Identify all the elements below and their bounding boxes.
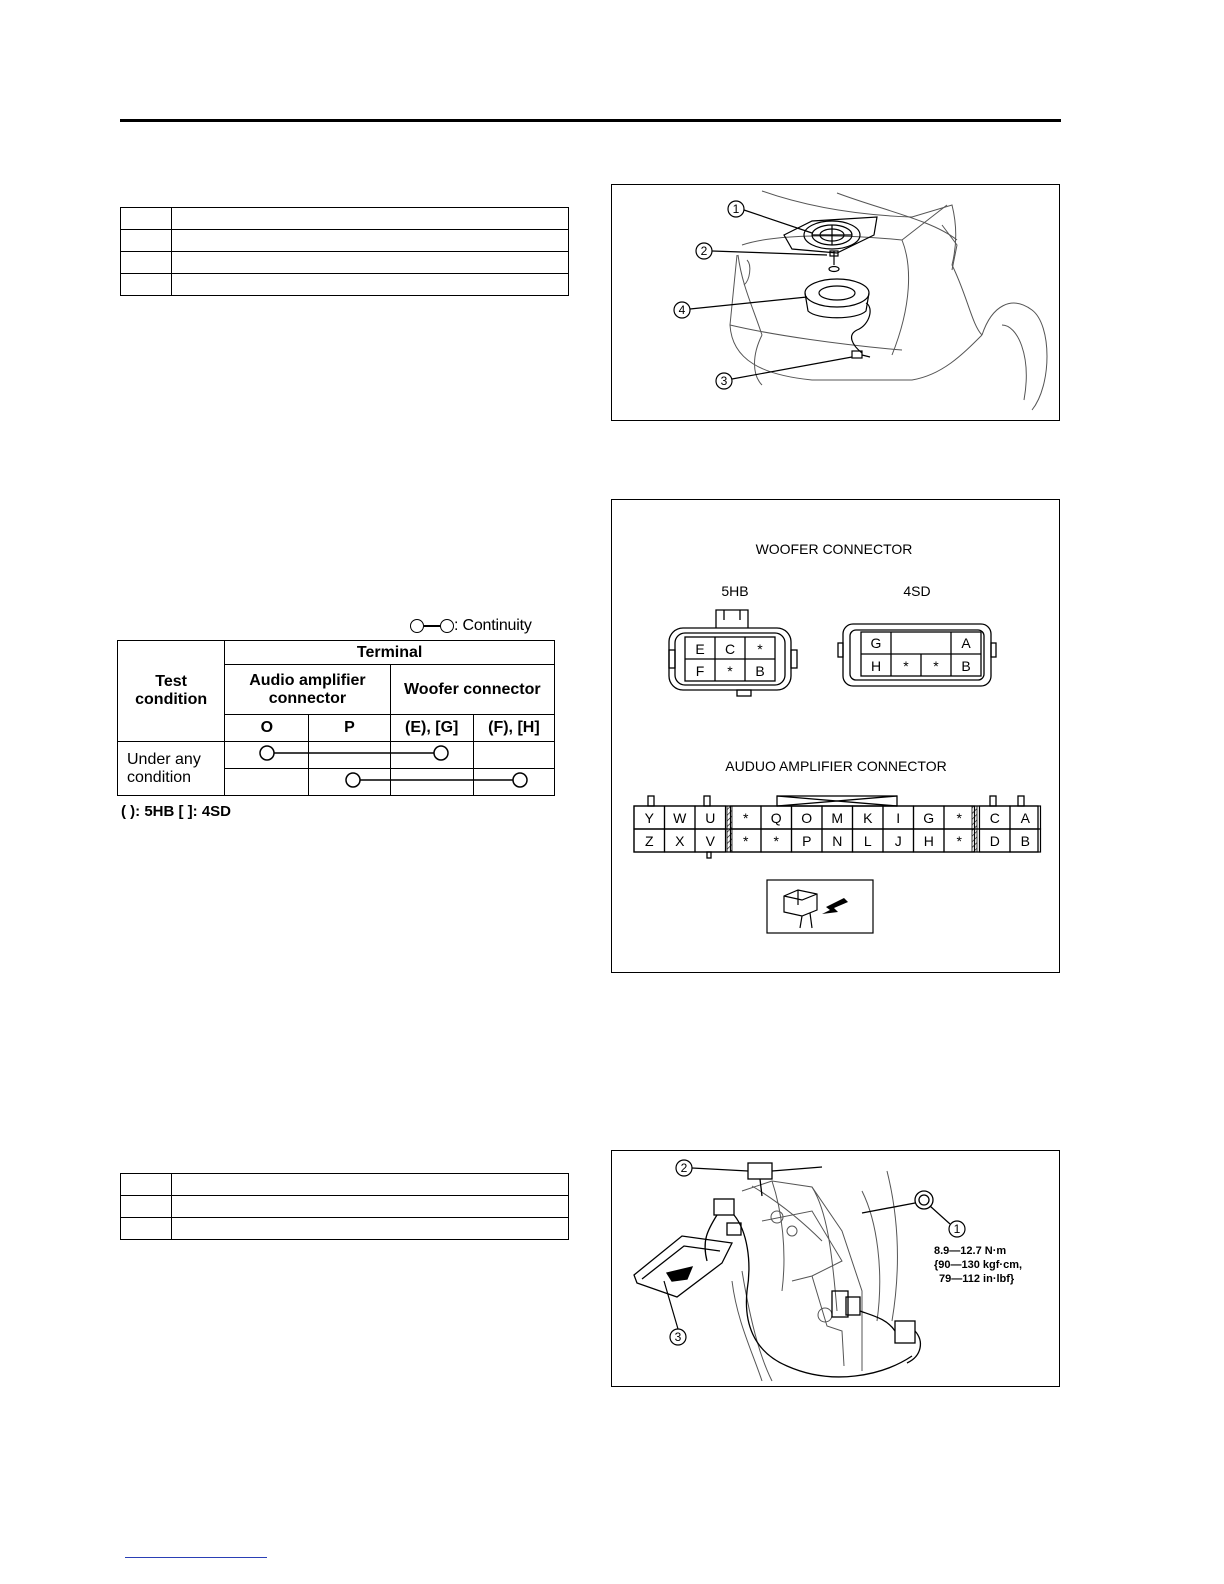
torque-line-1: 8.9—12.7 N·m (934, 1245, 1007, 1257)
table-row (121, 252, 569, 274)
col-eg: (E), [G] (390, 715, 473, 742)
continuity-line-icon (424, 625, 440, 627)
parts-table-top (120, 207, 569, 296)
callout-2: 2 (700, 244, 708, 258)
amp-pin-label: U (705, 810, 716, 826)
amp-pin-label: * (773, 833, 779, 849)
amp-pin-label: * (956, 833, 962, 849)
amp-pin-label: H (923, 833, 934, 849)
amp-pin-label: W (673, 810, 687, 826)
amp-pin-label: Q (770, 810, 782, 826)
connector-diagram (612, 500, 1058, 971)
pin-4sd-star: * (933, 658, 939, 674)
header-rule (120, 119, 1061, 122)
pin-5hb-e: E (695, 641, 705, 657)
continuity-marks (117, 740, 557, 796)
amplifier-illustration (612, 1151, 1058, 1385)
callout-4: 4 (678, 303, 686, 317)
col-fh: (F), [H] (473, 715, 554, 742)
amp-pin-label: D (989, 833, 1000, 849)
view-direction-icon (767, 880, 873, 933)
continuity-point-p (346, 773, 360, 787)
amp-pin-label: O (801, 810, 813, 826)
continuity-point-fh (513, 773, 527, 787)
callout-3: 3 (674, 1330, 682, 1344)
table-row (121, 208, 569, 230)
amp-pin-label: V (705, 833, 715, 849)
amp-connector-title: AUDUO AMPLIFIER CONNECTOR (725, 758, 947, 774)
col-o: O (225, 715, 309, 742)
connector-figure (611, 499, 1060, 973)
amp-pin-label: K (863, 810, 873, 826)
table-row (121, 1218, 569, 1240)
parts-table-bottom (120, 1173, 569, 1240)
amp-pin-label: L (863, 833, 872, 849)
amp-pin-label: * (743, 833, 749, 849)
table-note: ( ): 5HB [ ]: 4SD (121, 803, 231, 820)
label-5hb: 5HB (721, 583, 749, 599)
connector-4sd (838, 624, 996, 686)
table-row (121, 230, 569, 252)
continuity-legend-text: : Continuity (454, 617, 532, 634)
pin-4sd-a: A (961, 635, 971, 651)
amp-pin-label: M (831, 810, 844, 826)
woofer-location-figure (611, 184, 1060, 421)
torque-line-2: {90—130 kgf·cm, (934, 1259, 1023, 1271)
continuity-point-o (260, 746, 274, 760)
amp-pin-label: Y (644, 810, 654, 826)
amp-pin-label: N (832, 833, 843, 849)
header-test-condition: Test condition (118, 641, 225, 742)
amp-pin-label: B (1020, 833, 1030, 849)
amp-pin-label: * (743, 810, 749, 826)
woofer-illustration (612, 185, 1058, 419)
pin-5hb-b: B (755, 663, 765, 679)
header-terminal: Terminal (225, 641, 555, 665)
amplifier-location-figure (611, 1150, 1060, 1387)
callout-1: 1 (953, 1222, 961, 1236)
pin-5hb-star: * (727, 663, 733, 679)
table-row (121, 274, 569, 296)
pin-4sd-g: G (870, 635, 882, 651)
header-audio-amp: Audio amplifier connector (225, 665, 390, 715)
continuity-circle-icon (410, 619, 424, 633)
footer-link-underline[interactable] (125, 1557, 267, 1558)
amp-pin-label: * (956, 810, 962, 826)
amp-pin-label: A (1020, 810, 1030, 826)
callout-3: 3 (720, 374, 728, 388)
callout-1: 1 (732, 202, 740, 216)
callout-2: 2 (680, 1161, 688, 1175)
amp-pin-label: X (675, 833, 685, 849)
arrow-icon (822, 898, 848, 914)
continuity-circle-icon (440, 619, 454, 633)
amp-pin-label: P (802, 833, 812, 849)
pin-5hb-f: F (695, 663, 705, 679)
header-woofer: Woofer connector (390, 665, 554, 715)
amp-pin-label: I (896, 810, 901, 826)
pin-4sd-star: * (903, 658, 909, 674)
pin-4sd-b: B (961, 658, 971, 674)
continuity-point-eg (434, 746, 448, 760)
pin-4sd-h: H (870, 658, 882, 674)
torque-line-3: 79—112 in·lbf} (939, 1273, 1015, 1285)
row-label: Under any condition (118, 742, 225, 796)
amp-pin-label: J (894, 833, 902, 849)
table-row (121, 1196, 569, 1218)
pin-5hb-star: * (757, 641, 763, 657)
continuity-legend (410, 617, 532, 635)
table-row (121, 1174, 569, 1196)
amp-pin-label: C (989, 810, 1000, 826)
col-p: P (309, 715, 390, 742)
amp-pin-label: Z (644, 833, 654, 849)
amp-pin-label: G (923, 810, 935, 826)
label-4sd: 4SD (903, 583, 931, 599)
woofer-connector-title: WOOFER CONNECTOR (755, 541, 913, 557)
pin-5hb-c: C (724, 641, 736, 657)
